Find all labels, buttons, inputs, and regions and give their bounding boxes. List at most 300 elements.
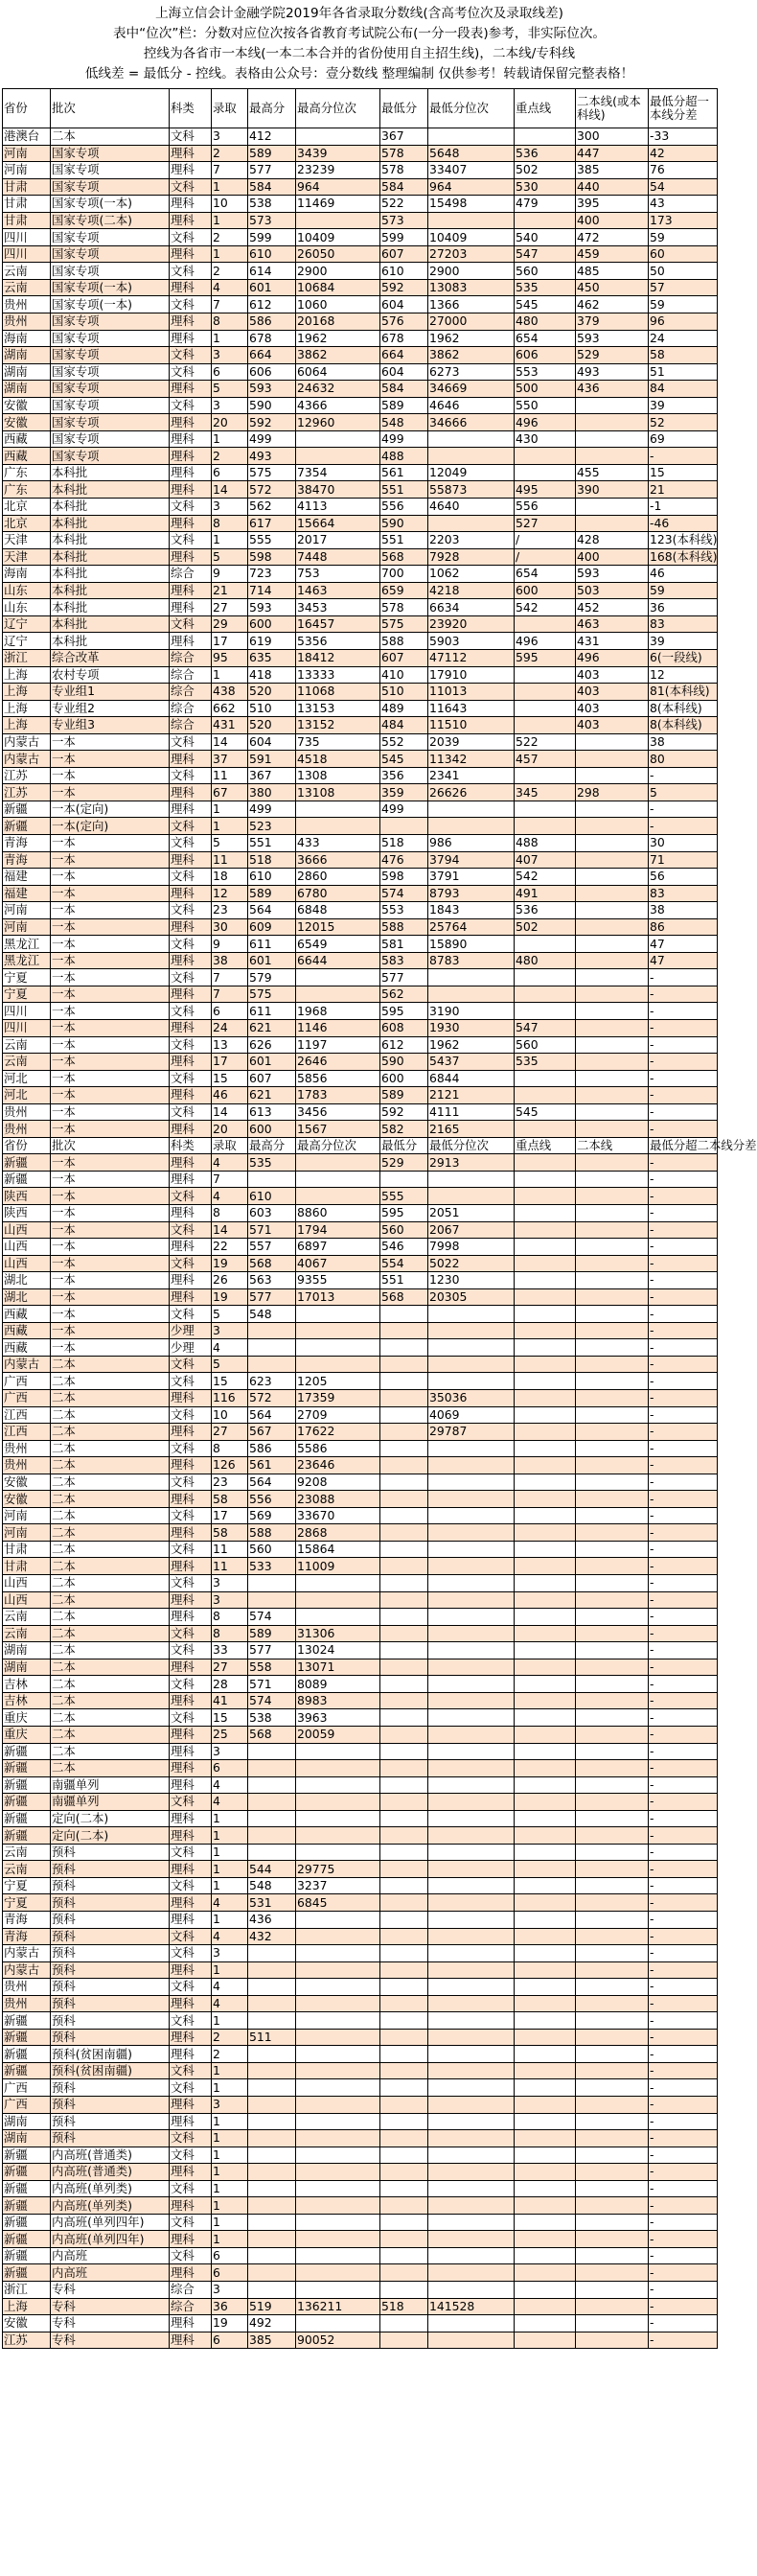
table-cell: 山西 [3, 1255, 51, 1272]
table-row [3, 229, 718, 246]
table-cell [576, 1575, 649, 1592]
table-cell [428, 1306, 515, 1323]
table-cell [380, 1575, 428, 1592]
table-cell: 6634 [428, 599, 515, 616]
table-cell [515, 1457, 576, 1474]
table-row [3, 1272, 718, 1289]
table-cell: 广西 [3, 2079, 51, 2097]
table-cell: 551 [380, 1272, 428, 1289]
table-cell: - [649, 1961, 718, 1979]
table-cell: 新疆 [3, 801, 51, 818]
table-cell [576, 1390, 649, 1407]
table-cell: 新疆 [3, 1810, 51, 1827]
table-cell [428, 1188, 515, 1205]
table-cell: 理科 [170, 1558, 212, 1575]
table-cell: 4218 [428, 582, 515, 599]
table-cell: 文科 [170, 1794, 212, 1811]
table-cell: 7998 [428, 1239, 515, 1256]
table-cell: 599 [248, 229, 296, 246]
table-cell: 58 [212, 1524, 248, 1542]
table-cell: 578 [380, 145, 428, 162]
table-cell [576, 1810, 649, 1827]
table-cell: 26626 [428, 784, 515, 801]
table-cell: 理科 [170, 1659, 212, 1676]
table-cell: 545 [380, 751, 428, 768]
table-cell: 6 [212, 2247, 248, 2264]
table-cell: 535 [248, 1154, 296, 1172]
table-cell: - [649, 1491, 718, 1508]
table-cell: - [649, 1406, 718, 1424]
table-cell: 71 [649, 851, 718, 869]
table-row [3, 1558, 718, 1575]
table-cell: 山西 [3, 1575, 51, 1592]
table-cell [515, 1877, 576, 1894]
table-cell [248, 1322, 296, 1339]
table-cell: 二本 [51, 1373, 170, 1390]
table-cell [515, 1861, 576, 1878]
table-cell: - [649, 969, 718, 986]
table-cell [248, 2164, 296, 2181]
table-cell [576, 1474, 649, 1491]
table-cell: 文科 [170, 834, 212, 851]
table-cell: 1930 [428, 1019, 515, 1036]
table-cell [515, 2079, 576, 2097]
table-cell: 新疆 [3, 2164, 51, 2181]
table-cell: 广东 [3, 481, 51, 499]
table-cell: 546 [380, 1239, 428, 1256]
table-cell: 15664 [296, 515, 380, 532]
table-cell: 天津 [3, 532, 51, 549]
table-cell: 文科 [170, 1709, 212, 1727]
table-cell: 广西 [3, 1373, 51, 1390]
table-cell [380, 2315, 428, 2332]
table-cell: 1 [212, 1877, 248, 1894]
table-cell: 北京 [3, 515, 51, 532]
table-cell [296, 2079, 380, 2097]
table-cell: 内高班(单列类) [51, 2180, 170, 2197]
table-cell: 29775 [296, 1861, 380, 1878]
table-cell [380, 1877, 428, 1894]
table-cell: 488 [380, 448, 428, 465]
table-cell: 595 [380, 1205, 428, 1222]
table-cell: 18412 [296, 649, 380, 666]
table-cell: - [649, 1424, 718, 1441]
table-cell: 34669 [428, 381, 515, 398]
table-cell: 42 [649, 145, 718, 162]
table-cell [248, 2264, 296, 2282]
table-cell: 27000 [428, 313, 515, 331]
table-cell [428, 2012, 515, 2030]
table-cell: 湖南 [3, 2130, 51, 2147]
table-cell: 11 [212, 1541, 248, 1558]
table-row [3, 162, 718, 179]
table-cell [428, 1609, 515, 1626]
table-cell: - [649, 1692, 718, 1709]
table-cell: 11013 [428, 684, 515, 701]
table-row [3, 448, 718, 465]
table-cell: 13 [212, 1036, 248, 1054]
table-row [3, 1743, 718, 1760]
table-cell: 综合 [170, 2282, 212, 2299]
table-cell: 9 [212, 566, 248, 583]
table-cell [515, 1541, 576, 1558]
table-cell: 586 [248, 1440, 296, 1457]
table-cell: 理科 [170, 1524, 212, 1542]
table-cell: 云南 [3, 1844, 51, 1861]
table-cell [296, 1844, 380, 1861]
table-cell: 预科 [51, 2130, 170, 2147]
table-cell: 345 [515, 784, 576, 801]
table-cell: 11068 [296, 684, 380, 701]
table-cell [380, 1928, 428, 1945]
table-cell [576, 2282, 649, 2299]
table-cell: 宁夏 [3, 1877, 51, 1894]
table-cell: 8783 [428, 952, 515, 969]
table-cell: 12015 [296, 918, 380, 936]
table-cell: 理科 [170, 582, 212, 599]
table-cell: 6 [212, 2264, 248, 2282]
table-cell [428, 2164, 515, 2181]
table-cell: 云南 [3, 1036, 51, 1054]
table-cell: 一本 [51, 1087, 170, 1104]
table-row [3, 2315, 718, 2332]
table-cell [380, 1760, 428, 1777]
table-cell: 国家专项 [51, 414, 170, 431]
table-cell: 577 [380, 969, 428, 986]
table-cell: 23646 [296, 1457, 380, 1474]
table-cell [515, 1995, 576, 2012]
table-cell [576, 2147, 649, 2164]
table-cell: 河南 [3, 1524, 51, 1542]
table-cell [576, 1054, 649, 1071]
table-cell: 湖南 [3, 363, 51, 381]
table-cell: 964 [428, 178, 515, 196]
table-cell: 30 [212, 918, 248, 936]
table-cell: 367 [380, 128, 428, 146]
table-cell: 理科 [170, 801, 212, 818]
table-cell [380, 1424, 428, 1441]
table-cell: 714 [248, 582, 296, 599]
table-cell [428, 448, 515, 465]
table-cell: 678 [248, 330, 296, 347]
table-cell: 86 [649, 918, 718, 936]
table-cell: 9208 [296, 1474, 380, 1491]
table-cell: 503 [576, 582, 649, 599]
table-cell: 南疆单列 [51, 1794, 170, 1811]
table-cell: 本科批 [51, 599, 170, 616]
table-row [3, 414, 718, 431]
table-cell [380, 1726, 428, 1743]
table-cell: 8(本科线) [649, 700, 718, 717]
table-cell: 560 [515, 263, 576, 280]
table-cell: 57 [649, 279, 718, 296]
table-cell [380, 1776, 428, 1794]
table-cell [296, 1154, 380, 1172]
table-cell: 文科 [170, 2012, 212, 2030]
table-cell [576, 1356, 649, 1373]
table-row [3, 1054, 718, 1071]
table-cell: 11009 [296, 1558, 380, 1575]
table-cell: - [649, 1154, 718, 1172]
table-row [3, 481, 718, 499]
table-cell: 548 [248, 1877, 296, 1894]
table-cell: 3794 [428, 851, 515, 869]
table-cell: 23 [212, 1474, 248, 1491]
table-cell [576, 515, 649, 532]
table-cell: 7354 [296, 464, 380, 481]
table-row [3, 1524, 718, 1542]
table-cell: 专科 [51, 2332, 170, 2349]
table-cell [576, 1491, 649, 1508]
table-cell [576, 1676, 649, 1693]
table-cell: - [649, 1575, 718, 1592]
table-cell [576, 2315, 649, 2332]
table-cell: 38 [649, 902, 718, 919]
table-row [3, 1356, 718, 1373]
table-cell: 预科 [51, 2012, 170, 2030]
table-cell: 11342 [428, 751, 515, 768]
table-cell [576, 1406, 649, 1424]
table-cell: 37 [212, 751, 248, 768]
table-cell: 612 [380, 1036, 428, 1054]
table-cell: 二本 [51, 1390, 170, 1407]
table-cell [515, 1659, 576, 1676]
table-cell: 理科 [170, 414, 212, 431]
table-cell [576, 1776, 649, 1794]
table-cell: 一本 [51, 1070, 170, 1087]
table-cell: 1 [212, 212, 248, 229]
table-cell: - [649, 1205, 718, 1222]
table-cell: 573 [248, 212, 296, 229]
table-cell: 553 [380, 902, 428, 919]
table-cell [576, 1507, 649, 1524]
table-cell: 12 [212, 885, 248, 902]
table-cell [428, 1373, 515, 1390]
table-cell [515, 1810, 576, 1827]
table-cell: 河南 [3, 1507, 51, 1524]
table-cell [515, 1221, 576, 1239]
table-cell: 6064 [296, 363, 380, 381]
table-cell: 湖南 [3, 1659, 51, 1676]
table-cell [380, 1440, 428, 1457]
table-row [3, 1911, 718, 1928]
table-cell: 新疆 [3, 1154, 51, 1172]
table-cell: 内高班(单列类) [51, 2197, 170, 2215]
table-cell: 67 [212, 784, 248, 801]
table-cell [248, 2113, 296, 2130]
table-cell: 港澳台 [3, 128, 51, 146]
table-cell [248, 1575, 296, 1592]
table-cell: 理科 [170, 885, 212, 902]
table-cell: 1 [212, 666, 248, 684]
table-cell: 418 [248, 666, 296, 684]
table-row [3, 1709, 718, 1727]
table-cell [515, 615, 576, 633]
table-cell [576, 1726, 649, 1743]
table-cell: 四川 [3, 229, 51, 246]
table-cell: 综合 [170, 566, 212, 583]
table-cell [515, 2247, 576, 2264]
table-cell [576, 1827, 649, 1845]
table-cell: 文科 [170, 347, 212, 364]
table-cell [428, 2197, 515, 2215]
table-cell: 理科 [170, 1121, 212, 1138]
table-cell [576, 448, 649, 465]
table-cell [428, 1760, 515, 1777]
table-cell [296, 801, 380, 818]
table-row [3, 548, 718, 566]
table-cell: 11510 [428, 717, 515, 734]
table-cell: 610 [248, 1188, 296, 1205]
table-cell: 新疆 [3, 2247, 51, 2264]
table-cell: 1 [212, 2113, 248, 2130]
table-cell: 530 [515, 178, 576, 196]
table-cell: 宁夏 [3, 1894, 51, 1912]
table-cell: 重庆 [3, 1709, 51, 1727]
table-cell: 1463 [296, 582, 380, 599]
table-cell: 479 [515, 196, 576, 213]
table-cell: 5022 [428, 1255, 515, 1272]
table-cell [296, 2315, 380, 2332]
table-cell: - [649, 2332, 718, 2349]
table-cell: 国家专项 [51, 430, 170, 448]
table-cell: 预科 [51, 1995, 170, 2012]
table-cell [380, 2180, 428, 2197]
table-cell: 山西 [3, 1591, 51, 1609]
table-cell [296, 2062, 380, 2079]
table-cell: 文科 [170, 1844, 212, 1861]
table-cell: 湖南 [3, 1642, 51, 1659]
table-cell: 贵州 [3, 313, 51, 331]
table-cell: 81(本科线) [649, 684, 718, 701]
table-cell: 1 [212, 1844, 248, 1861]
table-cell: 600 [248, 615, 296, 633]
table-cell: 551 [248, 834, 296, 851]
table-cell: 理科 [170, 986, 212, 1003]
table-cell [380, 1945, 428, 1962]
table-cell: -46 [649, 515, 718, 532]
table-cell: 4 [212, 1794, 248, 1811]
table-cell: 33670 [296, 1507, 380, 1524]
table-cell: - [649, 1979, 718, 1996]
table-cell: 1 [212, 2147, 248, 2164]
table-cell: 36 [649, 599, 718, 616]
table-cell: 理科 [170, 1911, 212, 1928]
table-cell [576, 1339, 649, 1357]
table-row [3, 1121, 718, 1138]
table-cell: 理科 [170, 313, 212, 331]
table-row [3, 1692, 718, 1709]
table-cell: 4 [212, 1776, 248, 1794]
table-cell [515, 1406, 576, 1424]
table-cell: 126 [212, 1457, 248, 1474]
table-cell: 19 [212, 1288, 248, 1306]
table-cell: 国家专项 [51, 245, 170, 263]
table-cell: 11 [212, 851, 248, 869]
table-row [3, 1406, 718, 1424]
table-cell: 403 [576, 717, 649, 734]
table-cell: 6844 [428, 1070, 515, 1087]
table-cell: 575 [248, 986, 296, 1003]
table-cell [296, 1995, 380, 2012]
table-cell: - [649, 1995, 718, 2012]
table-cell: 136211 [296, 2298, 380, 2315]
table-cell: 预科 [51, 1928, 170, 1945]
table-cell: - [649, 986, 718, 1003]
table-cell [380, 2164, 428, 2181]
table-cell: - [649, 1440, 718, 1457]
table-cell: 理科 [170, 1894, 212, 1912]
table-cell: 550 [515, 397, 576, 414]
table-row [3, 733, 718, 751]
table-cell: 459 [576, 245, 649, 263]
table-cell: 24 [212, 1019, 248, 1036]
table-cell [296, 1794, 380, 1811]
table-cell [380, 2197, 428, 2215]
table-cell: 12 [649, 666, 718, 684]
table-cell [380, 1171, 428, 1188]
table-cell: 新疆 [3, 2264, 51, 2282]
table-cell: 17622 [296, 1424, 380, 1441]
table-cell [428, 1877, 515, 1894]
table-cell [515, 1121, 576, 1138]
table-cell: - [649, 2113, 718, 2130]
table-cell [515, 818, 576, 835]
table-cell [576, 2046, 649, 2063]
table-cell [428, 2113, 515, 2130]
table-cell: 一本 [51, 902, 170, 919]
table-cell: 福建 [3, 869, 51, 886]
table-cell: 一本 [51, 1154, 170, 1172]
table-cell: 476 [380, 851, 428, 869]
table-cell: 江西 [3, 1424, 51, 1441]
table-cell: 410 [380, 666, 428, 684]
table-cell: 599 [380, 229, 428, 246]
table-cell: 一本 [51, 733, 170, 751]
table-row [3, 1810, 718, 1827]
table-cell: 538 [248, 1709, 296, 1727]
table-cell: 一本 [51, 1255, 170, 1272]
table-cell: 609 [248, 918, 296, 936]
table-cell: 4 [212, 1188, 248, 1205]
table-cell [515, 2096, 576, 2113]
table-cell: 理科 [170, 2197, 212, 2215]
table-cell: 理科 [170, 2231, 212, 2248]
table-cell [576, 952, 649, 969]
table-cell: 2165 [428, 1121, 515, 1138]
table-cell: 1366 [428, 296, 515, 313]
table-cell [576, 1457, 649, 1474]
table-cell: 13152 [296, 717, 380, 734]
table-cell: 440 [576, 178, 649, 196]
table-cell: 623 [248, 1373, 296, 1390]
table-cell: 13333 [296, 666, 380, 684]
table-cell [380, 1844, 428, 1861]
table-cell: 55873 [428, 481, 515, 499]
table-cell [576, 2113, 649, 2130]
table-cell [576, 2029, 649, 2046]
table-cell: 20168 [296, 313, 380, 331]
table-cell: 贵州 [3, 1979, 51, 1996]
table-cell: 2868 [296, 1524, 380, 1542]
table-cell: 文科 [170, 615, 212, 633]
table-cell [428, 818, 515, 835]
table-cell [576, 818, 649, 835]
table-cell [428, 1995, 515, 2012]
table-cell: 83 [649, 615, 718, 633]
table-cell: 59 [649, 582, 718, 599]
table-cell [428, 2029, 515, 2046]
